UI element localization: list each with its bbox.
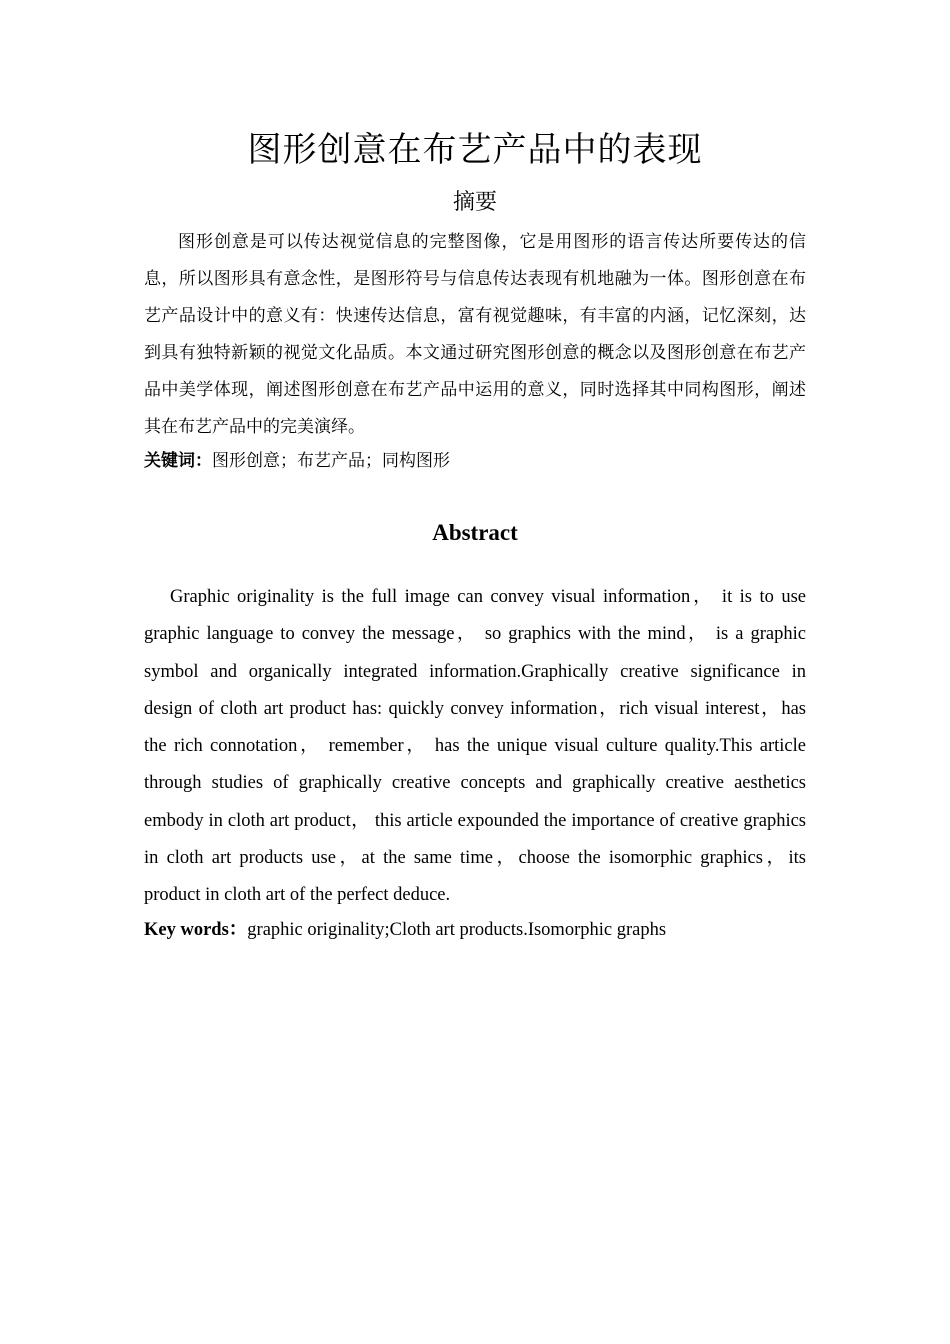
chinese-abstract-heading: 摘要 [452, 190, 497, 215]
english-keywords [144, 915, 806, 945]
english-keywords-label: Key words： [144, 919, 248, 940]
paper-title: 图形创意在布艺产品中的表现 [247, 130, 703, 170]
english-abstract-body: Graphic originality is the full image can convey visual information， it is to use graphic language to convey the message， so graphics with the mind， is a graphic symbol and organically integrated information.Graphically creative significance in design of cloth art product has: quickly convey information，rich visual interest，has the rich connotation， remember， has the unique visual culture quality.This article through studies of graphically creative concepts and graphically creative aesthetics embody in cloth art product， this article expounded the importance of creative graphics in cloth art products use，at the same time，choose the isomorphic graphics，its product in cloth art of the perfect deduce. [144, 587, 806, 906]
chinese-keywords-label: 关键词： [144, 451, 212, 471]
document-content [144, 124, 806, 945]
english-keywords-value: graphic originality;Cloth art products.Isomorphic graphs [247, 919, 667, 940]
chinese-keywords-value: 图形创意；布艺产品；同构图形 [212, 451, 450, 471]
english-abstract-heading: Abstract [432, 520, 518, 545]
chinese-abstract-body: 图形创意是可以传达视觉信息的完整图像，它是用图形的语言传达所要传达的信息，所以图形具有意念性，是图形符号与信息传达表现有机地融为一体。图形创意在布艺产品设计中的意义有：快速传达信息，富有视觉趣味，有丰富的内涵，记忆深刻，达到具有独特新颖的视觉文化品质。本文通过研究图形创意的概念以及图形创意在布艺产品中美学体现，阐述图形创意在布艺产品中运用的意义，同时选择其中同构图形，阐述其在布艺产品中的完美演绎。 [144, 232, 806, 437]
chinese-keywords [144, 446, 806, 476]
